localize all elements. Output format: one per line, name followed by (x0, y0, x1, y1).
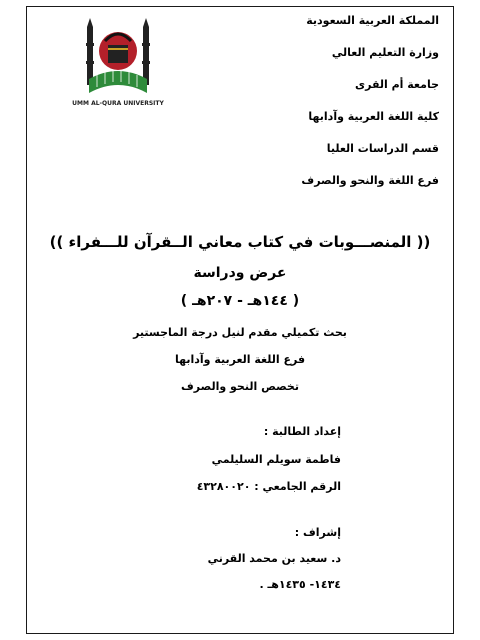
degree-line: بحث تكميلي مقدم لنيل درجة الماجستير (133, 326, 347, 339)
prepared-by-label: إعداد الطالبة : (263, 425, 341, 438)
thesis-subtitle: عرض ودراسة (193, 265, 287, 281)
document-page (26, 6, 454, 634)
thesis-dates: ( ١٤٤هـ - ٢٠٧هـ ) (180, 293, 300, 309)
specialization-line: تخصص النحو والصرف (181, 380, 299, 393)
academic-year: ١٤٣٤- ١٤٣٥هـ . (259, 578, 341, 591)
student-id: الرقم الجامعي : ٤٣٢٨٠٠٢٠ (196, 480, 341, 493)
logo-caption: UMM AL-QURA UNIVERSITY (72, 100, 164, 107)
supervisor-name: د. سعيد بن محمد القرني (207, 552, 341, 565)
country-line: المملكة العربية السعودية (306, 14, 439, 27)
institution-block (259, 13, 439, 205)
thesis-title: (( المنصـــوبات في كتاب معاني الــقرآن للـــفراء )) (49, 233, 431, 251)
field-line: فرع اللغة العربية وآدابها (174, 353, 306, 366)
university-line: جامعة أم القرى (355, 78, 439, 91)
branch-line: فرع اللغة والنحو والصرف (301, 174, 439, 187)
university-logo (72, 17, 164, 109)
supervision-label: إشراف : (294, 526, 341, 539)
college-line: كلية اللغة العربية وآدابها (308, 110, 439, 123)
department-line: قسم الدراسات العليا (326, 142, 439, 155)
student-name: فاطمة سويلم السليلمي (211, 453, 341, 466)
ministry-line: وزارة التعليم العالي (331, 46, 439, 59)
